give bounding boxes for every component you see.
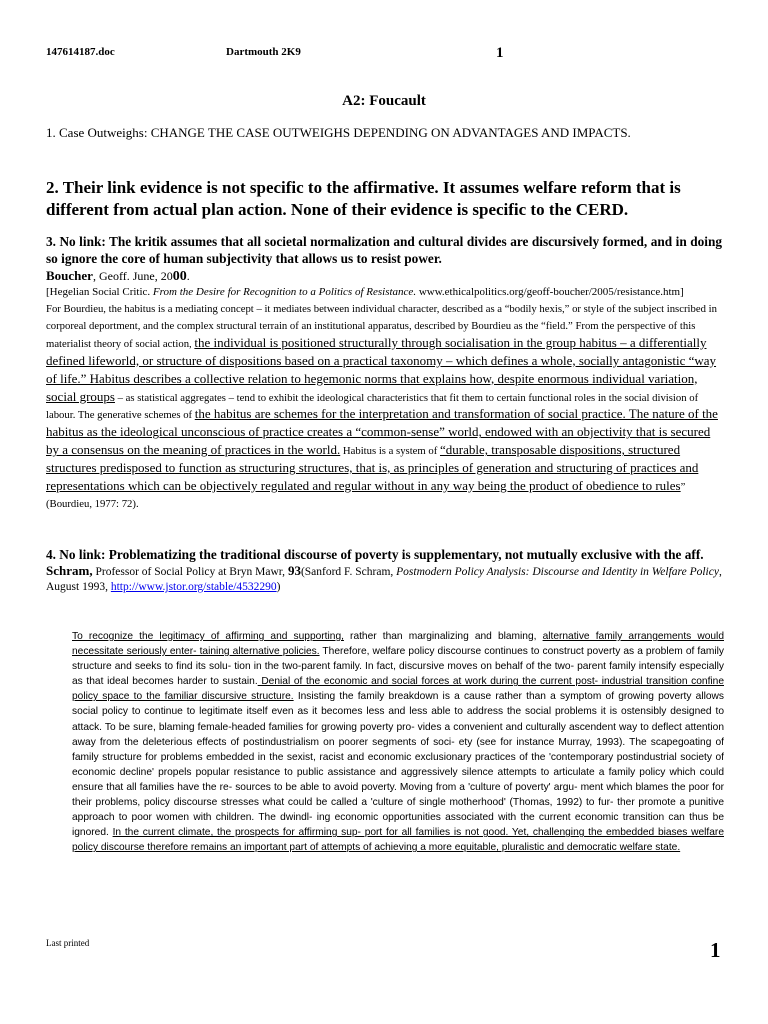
evidence-text: ” (Bourdieu, 1977: 72). (46, 481, 686, 510)
evidence-underline: To recognize the legitimacy of affirming and supporting, (72, 631, 344, 642)
section-1-tag: 1. Case Outweighs: CHANGE THE CASE OUTWEIGHS DEPENDING ON ADVANTAGES AND IMPACTS. (46, 125, 631, 140)
evidence-text: rather than marginalizing and blaming, (343, 631, 543, 642)
evidence-underline: In the current climate, the prospects for affirming sup- port for all families is not good. Yet, challenging the embedded biases welfare policy discourse therefore remains an important part of attempts of achieving a more equitable, pluralistic and democratic welfare state. (72, 827, 724, 854)
section-3-tag: 3. No link: The kritik assumes that all societal normalization and cultural divides are discursively formed, and in doing so ignore the core of human subjectivity that allows us to resist power. (46, 234, 722, 266)
citation-prefix: (Sanford F. Schram, (300, 566, 397, 578)
section-4-tag: 4. No link: Problematizing the traditional discourse of poverty is supplementary, not mutually exclusive with the aff. (46, 547, 704, 562)
citation-source: www.ethicalpolitics.org/geoff-boucher/2005/resistance.htm] (416, 286, 684, 298)
citation-prefix: [Hegelian Social Critic. (46, 286, 153, 298)
evidence-text: Insisting the family breakdown is a cause rather than a symptom of growing poverty allows social policy to continue to legitimate itself even as it becomes less and less able to address the social problems it is ostensibly designed to attack. To be sure, blaming female-headed families for growing poverty pro- vides a convenient and culturally ascendent way to deflect attention away from the deleterious effects of postindustrialism on poorer segments of soci- ety (see for instance Murray, 1993). The scapegoating of family structure for problems embedded in the sexist, racist and economic exclusionary practices of the 'contemporary postindustrial society of economic decline' propels popular resistance to public assistance and aggressively silence attempts to articulate a family policy which could ensure that all families have the re- sources to be able to avoid poverty. Moving from a 'culture of poverty' argu- ment which blames the poor for their problems, policy discourse stresses what could be called a 'culture of single motherhood' (Thomas, 1992) to fur- ther promote a punitive approach to poor women with children. The dwindl- ing economic opportunities associated with the current economic transition can thus be ignored. (72, 691, 724, 839)
citation-date: , August 1993, (46, 566, 722, 593)
footer-last-printed: Last printed (46, 938, 90, 948)
evidence-underline: “durable, transposable dispositions, structured structures predisposed to function as structuring structures, that is, as principles of generation and structuring of practices and representations which can be objectively regulated and regular without in any way being the product of obedience to rules (46, 442, 699, 494)
section-3-evidence (46, 301, 722, 513)
evidence-text: For Bourdieu, the habitus is a mediating concept – it mediates between individual character, described as a “bodily hexis,” or style of the subject inscribed in corporeal deportment, and the complex structural terrain of an institutional apparatus, described by Bourdieu as the “field.” From the perspective of this materialist theory of social action, (46, 303, 717, 350)
citation-year: 93 (287, 563, 301, 578)
section-3 (46, 233, 722, 513)
footer-page-number: 1 (710, 938, 721, 962)
evidence-underline: Denial of the economic and social forces at work during the current post- industrial transition confine policy space to the familiar discursive structure. (72, 676, 724, 703)
document-filename: 147614187.doc (46, 46, 115, 58)
evidence-text: Therefore, welfare policy discourse continues to construct poverty as a problem of family structure and seeks to find its solu- tion in the two-parent family. In fact, discursive moves on behalf of the two- parent family intensify especially as that ideal becomes harder to sustain. (72, 646, 724, 688)
school-name: Dartmouth 2K9 (226, 46, 301, 58)
author-name: Schram, (46, 563, 93, 578)
author-date-end: . (186, 269, 190, 283)
evidence-underline: alternative family arrangements would necessitate seriously enter- taining alternative policies. (72, 631, 724, 658)
evidence-underline: the habitus are schemes for the interpretation and transformation of social practice. The nature of the habitus as the ideological unconscious of practice creates a “common-sense” world, endowed with an objectivity that is secured by a consensus on the meaning of practices in the world. (46, 406, 718, 458)
citation-close: ) (276, 581, 281, 593)
author-date: , Geoff. June, 20 (92, 269, 173, 283)
header-page-number: 1 (496, 45, 504, 61)
evidence-text: Habitus is a system of (340, 445, 440, 458)
author-date-year: 00 (172, 269, 187, 284)
evidence-text: – as statistical aggregates – tend to exhibit the ideological characteristics that fit them to certain functional roles in the social division of labour. The generative schemes of (46, 391, 699, 422)
jstor-link[interactable]: http://www.jstor.org/stable/4532290 (110, 581, 277, 593)
page-title: A2: Foucault (342, 93, 426, 109)
section-4 (46, 546, 722, 595)
section-4-citation (46, 563, 722, 595)
section-4-evidence (72, 629, 724, 855)
citation-title: From the Desire for Recognition to a Politics of Resistance. (152, 286, 417, 298)
citation-title: Postmodern Policy Analysis: Discourse and Identity in Welfare Policy (396, 566, 719, 578)
author-name: Boucher (46, 268, 93, 283)
section-3-author-line (46, 267, 722, 285)
evidence-underline: the individual is positioned structurally through socialisation in the group habitus – a differentially defined lifeworld, or structure of dispositions based on a practical taxonomy – which defines a whole, socially antagonistic “way of life.” Habitus describes a collective relation to hegemonic norms that explains how, despite enormous individual variation, social groups (46, 334, 717, 404)
author-credentials: Professor of Social Policy at Bryn Mawr, (92, 566, 288, 578)
section-3-citation (46, 285, 722, 299)
section-2-tag: 2. Their link evidence is not specific to the affirmative. It assumes welfare reform that is different from actual plan action. None of their evidence is specific to the CERD. (46, 178, 681, 219)
